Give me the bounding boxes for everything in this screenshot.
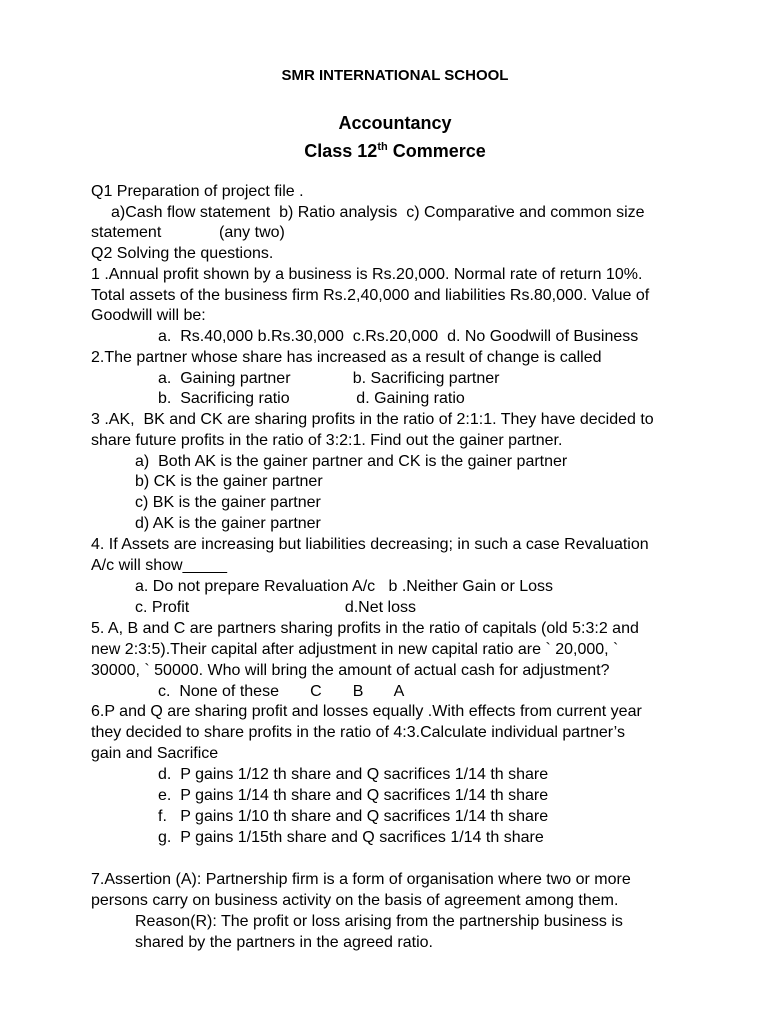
question-text: share future profits in the ratio of 3:2:1. Find out the gainer partner. [91, 432, 563, 449]
question-text: 5. A, B and C are partners sharing profits in the ratio of capitals (old 5:3:2 and [91, 620, 639, 637]
question-text: they decided to share profits in the ratio of 4:3.Calculate individual partner’s [91, 724, 625, 741]
question-text: A/c will show_____ [91, 557, 228, 574]
class-main: Class 12 [304, 141, 378, 161]
question-text: Goodwill will be: [91, 307, 206, 324]
answer-option: f. P gains 1/10 th share and Q sacrifices 1/14 th share [158, 808, 549, 825]
answer-option: g. P gains 1/15th share and Q sacrifices 1/14 th share [158, 829, 544, 846]
q1-options-continued: statement (any two) [91, 224, 285, 241]
reason-text: shared by the partners in the agreed ratio. [135, 934, 433, 951]
question-text: 3 .AK, BK and CK are sharing profits in the ratio of 2:1:1. They have decided to [91, 411, 654, 428]
question-text: persons carry on business activity on the basis of agreement among them. [91, 892, 619, 909]
reason-text: Reason(R): The profit or loss arising from the partnership business is [135, 913, 623, 930]
school-name: SMR INTERNATIONAL SCHOOL [281, 67, 509, 84]
answer-option: d) AK is the gainer partner [135, 515, 321, 532]
answer-option: c) BK is the gainer partner [135, 494, 321, 511]
answer-options: b. Sacrificing ratio d. Gaining ratio [158, 390, 465, 407]
question-text: new 2:3:5).Their capital after adjustment in new capital ratio are ` 20,000, ` [91, 641, 619, 658]
question-text: 1 .Annual profit shown by a business is Rs.20,000. Normal rate of return 10%. [91, 266, 643, 283]
answer-options: a. Rs.40,000 b.Rs.30,000 c.Rs.20,000 d. No Goodwill of Business [158, 328, 639, 345]
answer-options: a. Gaining partner b. Sacrificing partner [158, 370, 500, 387]
class-title [0, 137, 768, 162]
answer-option: e. P gains 1/14 th share and Q sacrifices 1/14 th share [158, 787, 549, 804]
question-text: 4. If Assets are increasing but liabilities decreasing; in such a case Revaluation [91, 536, 649, 553]
answer-option: d. P gains 1/12 th share and Q sacrifices 1/14 th share [158, 766, 549, 783]
answer-option: b) CK is the gainer partner [135, 473, 323, 490]
question-text: 7.Assertion (A): Partnership firm is a form of organisation where two or more [91, 871, 631, 888]
answer-options: c. None of these C B A [158, 683, 405, 700]
question-text: gain and Sacrifice [91, 745, 219, 762]
class-superscript: th [377, 141, 388, 153]
question-text: 30000, ` 50000. Who will bring the amount of actual cash for adjustment? [91, 662, 610, 679]
q1-options: a)Cash flow statement b) Ratio analysis c) Comparative and common size [111, 204, 645, 221]
question-text: Total assets of the business firm Rs.2,40,000 and liabilities Rs.80,000. Value of [91, 287, 650, 304]
question-1: Q1 Preparation of project file . [91, 183, 304, 200]
answer-options: c. Profit d.Net loss [135, 599, 416, 616]
subject-title: Accountancy [338, 113, 452, 133]
answer-option: a) Both AK is the gainer partner and CK is the gainer partner [135, 453, 568, 470]
question-text: 6.P and Q are sharing profit and losses equally .With effects from current year [91, 703, 642, 720]
answer-options: a. Do not prepare Revaluation A/c b .Neither Gain or Loss [135, 578, 554, 595]
question-text: 2.The partner whose share has increased as a result of change is called [91, 349, 602, 366]
question-2: Q2 Solving the questions. [91, 245, 274, 262]
class-tail: Commerce [387, 141, 486, 161]
